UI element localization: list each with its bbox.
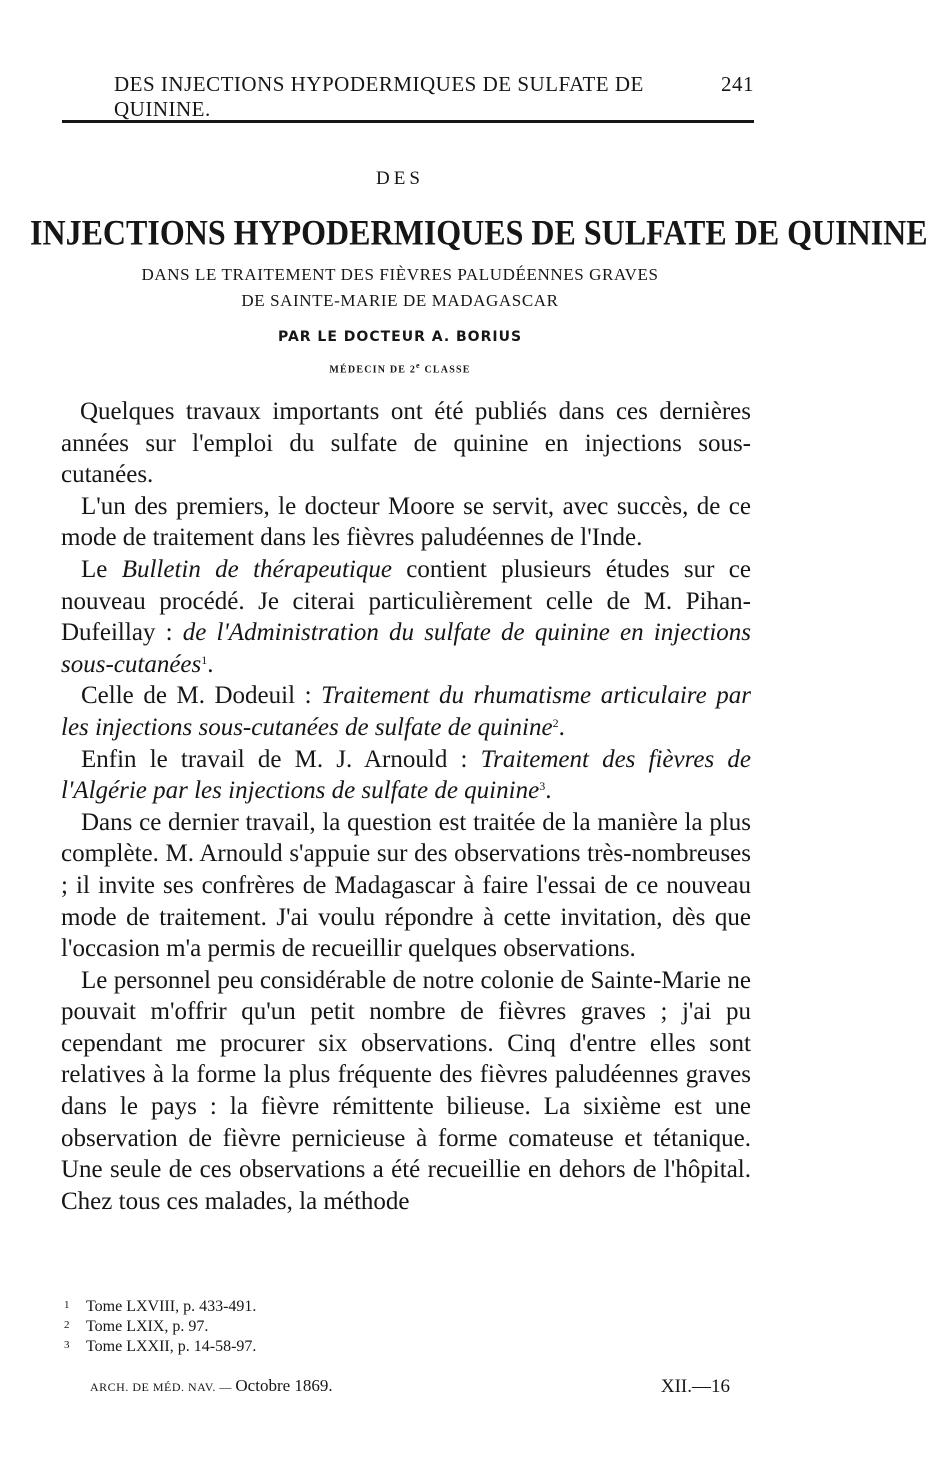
author-line: PAR LE DOCTEUR A. BORIUS (277, 329, 523, 345)
footnote-2: 2 Tome LXIX, p. 97. (64, 1318, 209, 1335)
paragraph-5: Enfin le travail de M. J. Arnould : Traitement des fièvres de l'Algérie par les injections de sulfate de quinine$^3$. (61, 745, 751, 805)
paragraph-2: L'un des premiers, le docteur Moore se servit, avec succès, de ce mode de traitement dans les fièvres paludéennes de l'Inde. (61, 492, 751, 552)
running-title: DES INJECTIONS HYPODERMIQUES DE SULFATE DE QUININE. (114, 72, 644, 121)
subtitle-line-1: DANS LE TRAITEMENT DES FIÈVRES PALUDÉENNES GRAVES (141, 265, 659, 284)
title-des: DES (376, 168, 424, 189)
paragraph-3: Le Bulletin de thérapeutique contient plusieurs études sur ce nouveau procédé. Je citerai particulièrement celle de M. Pihan-Dufeillay : de l'Administration du sulfate de quinine en injections sous-cutanées$^1$. (61, 555, 751, 678)
header-rule (62, 120, 754, 123)
author-rank: MÉDECIN DE 2e CLASSE (329, 361, 471, 376)
journal-signature: ARCH. DE MÉD. NAV. — Octobre 1869. (90, 1376, 333, 1395)
subtitle-line-2: DE SAINTE-MARIE DE MADAGASCAR (241, 291, 559, 310)
footnote-1: 1 Tome LXVIII, p. 433-491. (64, 1298, 257, 1315)
footnotes (64, 1297, 256, 1357)
article-body (61, 396, 751, 1217)
paragraph-6: Dans ce dernier travail, la question est traitée de la manière la plus complète. M. Arnould s'appuie sur des observations très-nombreuses ; il invite ses confrères de Madagascar à faire l'essai de ce nouveau mode de traitement. J'ai voulu répondre à cette invitation, dès que l'occasion m'a permis de recueillir quelques observations. (61, 808, 751, 963)
paragraph-1: Quelques travaux importants ont été publiés dans ces dernières années sur l'emploi du sulfate de quinine en injections sous-cutanées. (61, 398, 751, 489)
footnote-ref-3: 3 (539, 779, 546, 794)
footnote-3: 3 Tome LXXII, p. 14-58-97. (64, 1338, 257, 1355)
running-header (62, 72, 754, 122)
footnote-ref-2: 2 (552, 715, 559, 730)
sheet-number: XII.—16 (660, 1376, 730, 1397)
page-footer (90, 1376, 730, 1398)
paragraph-7: Le personnel peu considérable de notre colonie de Sainte-Marie ne pouvait m'offrir qu'un petit nombre de fièvres graves ; j'ai pu cependant me procurer six observations. Cinq d'entre elles sont relatives à la forme la plus fréquente des fièvres paludéennes graves dans le pays : la fièvre rémittente bilieuse. La sixième est une observation de fièvre pernicieuse à forme comateuse et tétanique. Une seule de ces observations a été recueillie en dehors de l'hôpital. Chez tous ces malades, la méthode (61, 966, 751, 1215)
paragraph-4: Celle de M. Dodeuil : Traitement du rhumatisme articulaire par les injections sous-cutanées de sulfate de quinine$^2$. (61, 682, 751, 741)
page-number: 241 (721, 72, 754, 96)
article-title: INJECTIONS HYPODERMIQUES DE SULFATE DE QUININE (30, 211, 928, 253)
footnote-ref-1: 1 (201, 652, 208, 667)
